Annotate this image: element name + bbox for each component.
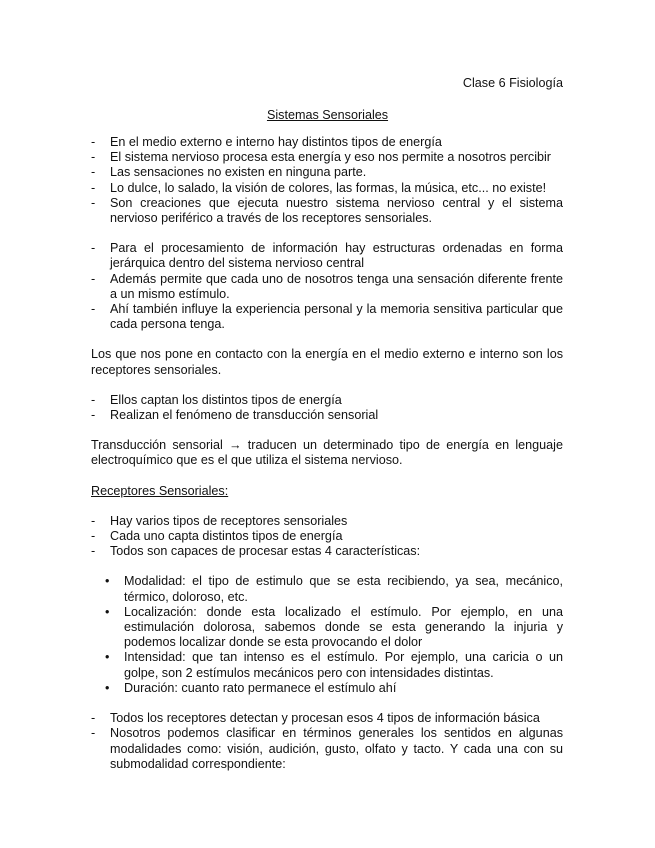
list-item: - Todos los receptores detectan y procesan esos 4 tipos de información básica: [91, 711, 563, 726]
list-item: • Modalidad: el tipo de estimulo que se esta recibiendo, ya sea, mecánico, térmico, doloroso, etc.: [105, 574, 563, 604]
list-item: - Además permite que cada uno de nosotros tenga una sensación diferente frente a un mismo estímulo.: [91, 272, 563, 302]
list-item: - Nosotros podemos clasificar en términos generales los sentidos en algunas modalidades como: visión, audición, gusto, olfato y tacto. Y cada una con su submodalidad correspondiente:: [91, 726, 563, 772]
transduction-definition: traducen un determinado tipo de energía en lenguaje electroquímico que es el que utiliza el sistema nervioso.: [91, 438, 563, 468]
list-item: - Hay varios tipos de receptores sensoriales: [91, 514, 563, 529]
bullet-icon: •: [105, 604, 110, 619]
list-item: - Ahí también influye la experiencia personal y la memoria sensitiva particular que cada persona tenga.: [91, 302, 563, 332]
list-item: - Cada uno capta distintos tipos de energía: [91, 529, 563, 544]
receptor-types-list: [91, 514, 563, 560]
list-item: • Intensidad: que tan intenso es el estímulo. Por ejemplo, una caricia o un golpe, son 2 estímulos mecánicos pero con intensidades distintas.: [105, 650, 563, 680]
document-body: [91, 135, 563, 772]
arrow-icon: →: [228, 438, 242, 453]
class-header: Clase 6 Fisiología: [462, 76, 563, 90]
processing-list: [91, 241, 563, 332]
list-item: - Para el procesamiento de información hay estructuras ordenadas en forma jerárquica dentro del sistema nervioso central: [91, 241, 563, 271]
list-item: - Ellos captan los distintos tipos de energía: [91, 393, 563, 408]
list-item: - Las sensaciones no existen en ninguna parte.: [91, 165, 563, 180]
summary-list: [91, 711, 563, 772]
list-item: - En el medio externo e interno hay distintos tipos de energía: [91, 135, 563, 150]
characteristics-list: [91, 574, 563, 696]
bullet-icon: •: [105, 574, 110, 589]
transduction-paragraph: [91, 438, 563, 468]
receptors-paragraph: Los que nos pone en contacto con la energía en el medio externo e interno son los receptores sensoriales.: [91, 347, 563, 377]
receptors-list: [91, 393, 563, 423]
transduction-term: Transducción sensorial: [91, 438, 223, 453]
bullet-icon: •: [105, 650, 110, 665]
document-title: Sistemas Sensoriales: [266, 108, 389, 122]
bullet-icon: •: [105, 680, 110, 695]
list-item: - Son creaciones que ejecuta nuestro sistema nervioso central y el sistema nervioso periférico a través de los receptores sensoriales.: [91, 196, 563, 226]
list-item: - Todos son capaces de procesar estas 4 características:: [91, 544, 563, 559]
list-item: - Realizan el fenómeno de transducción sensorial: [91, 408, 563, 423]
list-item: • Duración: cuanto rato permanece el estímulo ahí: [105, 680, 397, 695]
list-item: - El sistema nervioso procesa esta energía y eso nos permite a nosotros percibir: [91, 150, 563, 165]
intro-list: [91, 135, 563, 226]
list-item: - Lo dulce, lo salado, la visión de colores, las formas, la música, etc... no existe!: [91, 181, 563, 196]
section-heading: Receptores Sensoriales:: [91, 483, 229, 498]
list-item: • Localización: donde esta localizado el estímulo. Por ejemplo, en una estimulación dolorosa, sabemos donde se esta generando la injuria y podemos localizar donde se esta provocando el dolor: [105, 604, 563, 650]
